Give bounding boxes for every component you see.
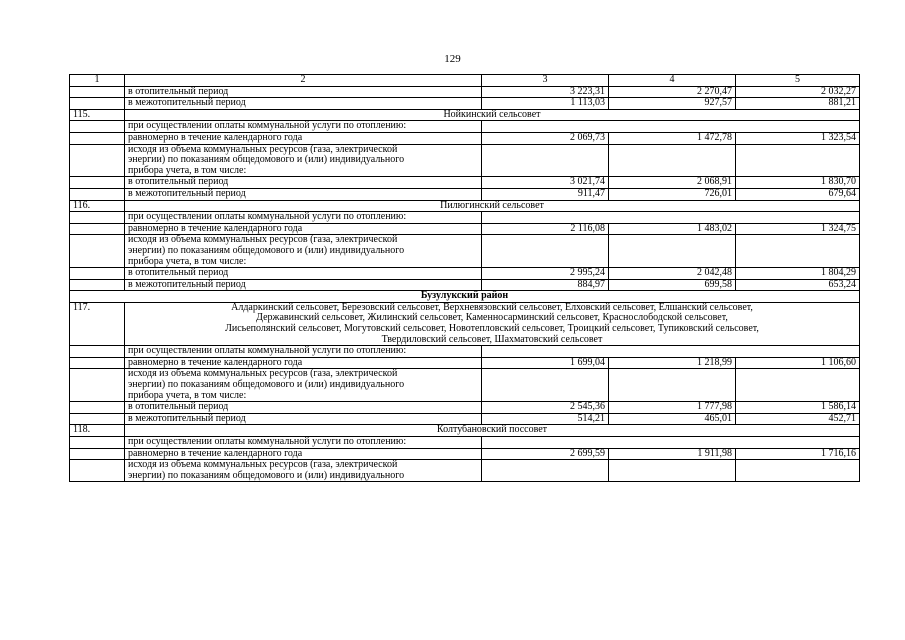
value-col-4: 927,57 <box>609 98 736 110</box>
value-col-4 <box>609 460 736 482</box>
value-col-5 <box>736 460 860 482</box>
row-number <box>70 437 125 449</box>
table-row <box>70 291 860 303</box>
value-col-3: 1 113,03 <box>482 98 609 110</box>
table-row <box>70 86 860 98</box>
description-line: исходя из объема коммунальных ресурсов (газа, электрической <box>128 459 398 471</box>
row-description: в межотопительный период <box>125 413 482 425</box>
value-col-3: 2 116,08 <box>482 223 609 235</box>
header-col-3: 3 <box>482 75 609 87</box>
row-number <box>70 357 125 369</box>
tariff-table <box>69 74 860 482</box>
row-number <box>70 268 125 280</box>
value-col-4: 2 068,91 <box>609 177 736 189</box>
value-col-5: 1 586,14 <box>736 402 860 414</box>
row-description <box>125 460 482 482</box>
value-col-5: 881,21 <box>736 98 860 110</box>
row-number <box>70 402 125 414</box>
table-row <box>70 402 860 414</box>
row-description: при осуществлении оплаты коммунальной услуги по отоплению: <box>125 121 482 133</box>
description-line: энергии) по показаниям общедомового и (или) индивидуального <box>128 244 405 256</box>
table-row <box>70 223 860 235</box>
value-col-3 <box>482 235 609 268</box>
description-line: прибора учета, в том числе: <box>128 389 247 401</box>
row-number <box>70 460 125 482</box>
value-col-4: 465,01 <box>609 413 736 425</box>
row-number <box>70 279 125 291</box>
row-number <box>70 448 125 460</box>
value-col-4 <box>609 369 736 402</box>
value-col-4: 1 911,98 <box>609 448 736 460</box>
row-number <box>70 235 125 268</box>
row-description: при осуществлении оплаты коммунальной услуги по отоплению: <box>125 346 482 358</box>
value-col-5: 2 032,27 <box>736 86 860 98</box>
value-col-3 <box>482 369 609 402</box>
settlement-list-line: Алдаркинский сельсовет, Березовский сельсовет, Верхневязовский сельсовет, Елховский сельсовет, Елшанский сельсовет, <box>231 301 753 313</box>
table-row <box>70 437 860 449</box>
value-col-5: 1 106,60 <box>736 357 860 369</box>
value-col-4: 1 218,99 <box>609 357 736 369</box>
table-row <box>70 346 860 358</box>
value-col-5: 1 804,29 <box>736 268 860 280</box>
table-row <box>70 144 860 177</box>
row-number <box>70 144 125 177</box>
row-number <box>70 223 125 235</box>
row-number: 116. <box>70 200 125 212</box>
value-col-5 <box>736 235 860 268</box>
table-row <box>70 235 860 268</box>
empty-cell <box>482 346 860 358</box>
row-number <box>70 98 125 110</box>
value-col-5: 679,64 <box>736 188 860 200</box>
value-col-4: 1 483,02 <box>609 223 736 235</box>
row-description: в отопительный период <box>125 402 482 414</box>
value-col-5: 452,71 <box>736 413 860 425</box>
table-body <box>70 75 860 482</box>
row-number: 118. <box>70 425 125 437</box>
value-col-3 <box>482 460 609 482</box>
description-line: энергии) по показаниям общедомового и (или) индивидуального <box>128 154 405 166</box>
settlement-list-line: Твердиловский сельсовет, Шахматовский сельсовет <box>381 333 603 345</box>
description-line: исходя из объема коммунальных ресурсов (газа, электрической <box>128 143 398 155</box>
settlement-name: Нойкинский сельсовет <box>125 109 860 121</box>
row-number <box>70 177 125 189</box>
district-heading: Бузулукский район <box>70 291 860 303</box>
row-number <box>70 86 125 98</box>
value-col-4: 2 270,47 <box>609 86 736 98</box>
value-col-4: 2 042,48 <box>609 268 736 280</box>
settlement-list-line: Лисьеполянский сельсовет, Могутовский сельсовет, Новотепловский сельсовет, Троицкий сельсовет, Тупиковский сельсовет, <box>225 323 759 335</box>
header-col-1: 1 <box>70 75 125 87</box>
row-description <box>125 369 482 402</box>
table-row <box>70 425 860 437</box>
description-line: прибора учета, в том числе: <box>128 164 247 176</box>
value-col-3: 2 995,24 <box>482 268 609 280</box>
empty-cell <box>482 212 860 224</box>
row-description: в межотопительный период <box>125 98 482 110</box>
row-number: 115. <box>70 109 125 121</box>
table-row <box>70 460 860 482</box>
value-col-5: 1 830,70 <box>736 177 860 189</box>
table-row <box>70 98 860 110</box>
settlement-list <box>125 302 860 345</box>
value-col-3: 911,47 <box>482 188 609 200</box>
row-description: равномерно в течение календарного года <box>125 357 482 369</box>
row-number <box>70 413 125 425</box>
row-number <box>70 212 125 224</box>
table-row <box>70 109 860 121</box>
settlement-name: Пилюгинский сельсовет <box>125 200 860 212</box>
table-row <box>70 357 860 369</box>
table-row <box>70 177 860 189</box>
value-col-5: 1 323,54 <box>736 132 860 144</box>
value-col-4 <box>609 235 736 268</box>
value-col-3: 2 545,36 <box>482 402 609 414</box>
table-header-row <box>70 75 860 87</box>
settlement-list-line: Державинский сельсовет, Жилинский сельсовет, Каменносарминский сельсовет, Краснослободской сельсовет, <box>256 312 728 324</box>
value-col-3: 1 699,04 <box>482 357 609 369</box>
table-row <box>70 132 860 144</box>
row-number <box>70 369 125 402</box>
row-number: 117. <box>70 302 125 345</box>
value-col-5 <box>736 144 860 177</box>
header-col-4: 4 <box>609 75 736 87</box>
value-col-3 <box>482 144 609 177</box>
table-row <box>70 279 860 291</box>
table-row <box>70 200 860 212</box>
table-row <box>70 268 860 280</box>
value-col-5: 1 716,16 <box>736 448 860 460</box>
value-col-4: 1 472,78 <box>609 132 736 144</box>
description-line: энергии) по показаниям общедомового и (или) индивидуального <box>128 379 405 391</box>
header-col-2: 2 <box>125 75 482 87</box>
description-line: энергии) по показаниям общедомового и (или) индивидуального <box>128 469 405 481</box>
header-col-5: 5 <box>736 75 860 87</box>
row-description: в отопительный период <box>125 268 482 280</box>
value-col-4: 1 777,98 <box>609 402 736 414</box>
table-row <box>70 413 860 425</box>
row-number <box>70 121 125 133</box>
value-col-4 <box>609 144 736 177</box>
value-col-5 <box>736 369 860 402</box>
value-col-5: 1 324,75 <box>736 223 860 235</box>
value-col-3: 3 021,74 <box>482 177 609 189</box>
row-description: в отопительный период <box>125 86 482 98</box>
table-row <box>70 121 860 133</box>
value-col-4: 699,58 <box>609 279 736 291</box>
value-col-5: 653,24 <box>736 279 860 291</box>
empty-cell <box>482 121 860 133</box>
row-description: в отопительный период <box>125 177 482 189</box>
row-description: при осуществлении оплаты коммунальной услуги по отоплению: <box>125 437 482 449</box>
value-col-3: 3 223,31 <box>482 86 609 98</box>
row-description: равномерно в течение календарного года <box>125 448 482 460</box>
row-number <box>70 132 125 144</box>
table-row <box>70 369 860 402</box>
value-col-3: 884,97 <box>482 279 609 291</box>
row-number <box>70 346 125 358</box>
value-col-3: 2 069,73 <box>482 132 609 144</box>
row-description: равномерно в течение календарного года <box>125 223 482 235</box>
table-row <box>70 212 860 224</box>
settlement-name: Колтубановский поссовет <box>125 425 860 437</box>
page-number: 129 <box>444 53 461 65</box>
row-description: в межотопительный период <box>125 279 482 291</box>
description-line: прибора учета, в том числе: <box>128 255 247 267</box>
empty-cell <box>482 437 860 449</box>
table-row <box>70 188 860 200</box>
row-description <box>125 144 482 177</box>
table-row <box>70 302 860 345</box>
row-description: равномерно в течение календарного года <box>125 132 482 144</box>
row-description: при осуществлении оплаты коммунальной услуги по отоплению: <box>125 212 482 224</box>
row-number <box>70 188 125 200</box>
description-line: исходя из объема коммунальных ресурсов (газа, электрической <box>128 368 398 380</box>
row-description <box>125 235 482 268</box>
value-col-4: 726,01 <box>609 188 736 200</box>
description-line: исходя из объема коммунальных ресурсов (газа, электрической <box>128 234 398 246</box>
table-row <box>70 448 860 460</box>
row-description: в межотопительный период <box>125 188 482 200</box>
value-col-3: 2 699,59 <box>482 448 609 460</box>
value-col-3: 514,21 <box>482 413 609 425</box>
